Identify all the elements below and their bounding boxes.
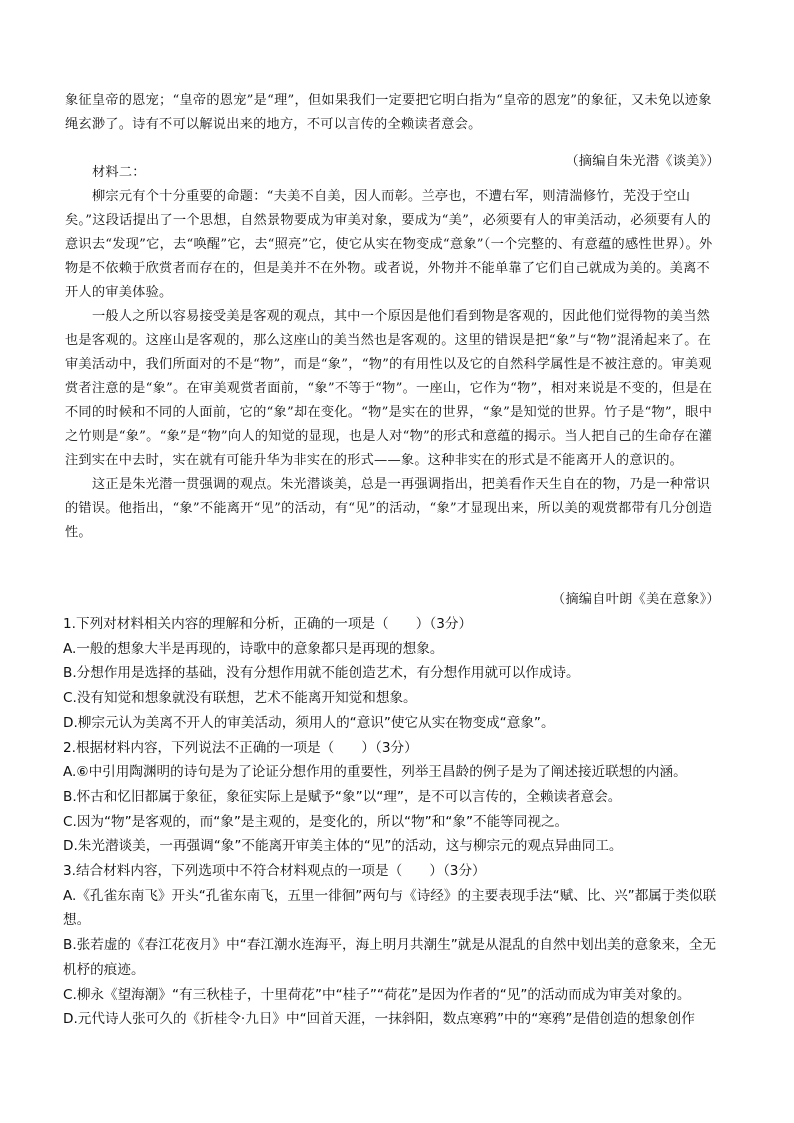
passage-two xyxy=(65,161,720,545)
passage-two-paragraph: 柳宗元有个十分重要的命题：“夫美不自美，因人而彰。兰亭也，不遭右军，则清湍修竹，芜没于空山矣。”这段话提出了一个思想，自然景物要成为审美对象，要成为“美”，必须要有人的审美活动，必须要有人的意识去“发现”它，去“唤醒”它，去“照亮”它，使它从实在物变成“意象”（一个完整的、有意蕴的感性世界）。外物是不依赖于欣赏者而存在的，但是美并不在外物。或者说，外物并不能单靠了它们自己就成为美的。美离不开人的审美体验。 xyxy=(65,189,713,300)
question-stem: 3.结合材料内容，下列选项中不符合材料观点的一项是（ ）（3分） xyxy=(63,863,486,880)
passage-one-source: （摘编自朱光潜《谈美》） xyxy=(565,154,720,169)
question-stem: 1.下列对材料相关内容的理解和分析，正确的一项是（ ）（3分） xyxy=(63,616,473,632)
answer-option: D.元代诗人张可久的《折桂令·九日》中“回首天涯，一抹斜阳，数点寒鸦”中的“寒鸦”是借创造的想象创作 xyxy=(63,1011,695,1028)
answer-option: D.朱光潜谈美，一再强调“象”不能离开审美主体的“见”的活动，这与柳宗元的观点异曲同工。 xyxy=(63,838,623,855)
passage-two-paragraph: 一般人之所以容易接受美是客观的观点，其中一个原因是他们看到物是客观的，因此他们觉得物的美当然也是客观的。这座山是客观的，那么这座山的美当然也是客观的。这里的错误是把“象”与“物”混淆起来了。在审美活动中，我们所面对的不是“物”，而是“象”，“物”的有用性以及它的自然科学属性是不被注意的。审美观赏者注意的是“象”。在审美观赏者面前，“象”不等于“物”。一座山，它作为“物”，相对来说是不变的，但是在不同的时候和不同的人面前，它的“象”却在变化。“物”是实在的世界，“象”是知觉的世界。竹子是“物”，眼中之竹则是“象”。“象”是“物”向人的知觉的显现，也是人对“物”的形式和意蕴的揭示。当人把自己的生命存在灌注到实在中去时，实在就有可能升华为非实在的形式——象。这种非实在的形式是不能离开人的意识的。 xyxy=(65,309,713,468)
passage-two-source: （摘编自叶朗《美在意象》） xyxy=(551,592,720,607)
answer-option: B.张若虚的《春江花夜月》中“春江潮水连海平，海上明月共潮生”就是从混乱的自然中划出美的意象来，全无机杼的痕迹。 xyxy=(63,937,717,978)
answer-option: C.没有知觉和想象就没有联想，艺术不能离开知觉和想象。 xyxy=(63,690,417,707)
passage-two-paragraph: 这正是朱光潜一贯强调的观点。朱光潜谈美，总是一再强调指出，把美看作天生自在的物，乃是一种常识的错误。他指出，“象”不能离开“见”的活动，有“见”的活动，“象”才显现出来，所以美的观赏都带有几分创造性。 xyxy=(65,477,713,540)
answer-option: A.⑥中引用陶渊明的诗句是为了论证分想作用的重要性，列举王昌龄的例子是为了阐述接近联想的内涵。 xyxy=(63,764,687,781)
answer-option: B.怀古和忆旧都属于象征，象征实际上是赋予“象”以“理”，是不可以言传的，全赖读者意会。 xyxy=(63,788,622,805)
answer-option: A.《孔雀东南飞》开头“孔雀东南飞，五里一徘徊”两句与《诗经》的主要表现手法“赋、比、兴”都属于类似联想。 xyxy=(63,887,717,929)
passage-one-paragraph: 象征皇帝的恩宠；“皇帝的恩宠”是“理”，但如果我们一定要把它明白指为“皇帝的恩宠”的象征，又未免以迹象绳玄渺了。诗有不可以解说出来的地方，不可以言传的全赖读者意会。 xyxy=(65,93,712,132)
answer-option: C.柳永《望海潮》“有三秋桂子，十里荷花”中“桂子”“荷花”是因为作者的“见”的活动而成为审美对象的。 xyxy=(63,986,691,1003)
answer-option: D.柳宗元认为美离不开人的审美活动，须用人的“意识”使它从实在物变成“意象”。 xyxy=(63,714,555,731)
question-stem: 2.根据材料内容，下列说法不正确的一项是（ ）（3分） xyxy=(63,739,418,756)
answer-option: A.一般的想象大半是再现的，诗歌中的意象都只是再现的想象。 xyxy=(63,640,444,657)
question-list xyxy=(63,612,723,1032)
answer-option: C.因为“物”是客观的，而“象”是主观的，是变化的，所以“物”和“象”不能等同视之。 xyxy=(63,813,569,830)
passage-two-heading: 材料二： xyxy=(92,165,146,180)
answer-option: B.分想作用是选择的基础，没有分想作用就不能创造艺术，有分想作用就可以作成诗。 xyxy=(63,665,580,682)
